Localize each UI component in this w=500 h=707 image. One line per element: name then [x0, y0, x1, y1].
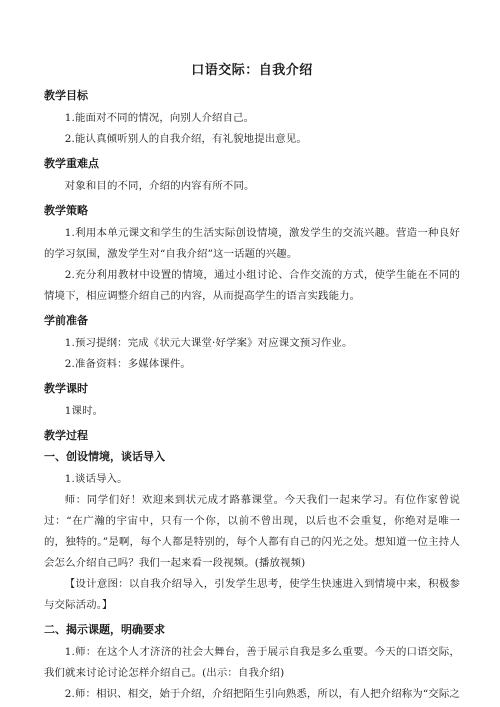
- section-teaching-strategy: [44, 203, 460, 307]
- section-teaching-goals: [44, 88, 460, 150]
- section-heading: 教学过程: [44, 429, 88, 442]
- section-class-hours: [44, 381, 460, 422]
- paragraph: 1.谈话导入。: [64, 473, 128, 485]
- section-heading: 教学重难点: [44, 157, 99, 170]
- paragraph: 2.准备资料：多媒体课件。: [64, 358, 191, 370]
- section-intro-situation: [44, 449, 460, 616]
- section-key-difficulties: [44, 156, 460, 197]
- section-heading: 教学课时: [44, 382, 88, 395]
- section-teaching-process: [44, 428, 460, 443]
- section-heading: 教学策略: [44, 204, 88, 217]
- paragraph: 师：同学们好！欢迎来到状元成才路慕课堂。今天我们一起来学习。有位作家曾说过：“在广瀚的宇宙中，只有一个你，以前不曾出现，以后也不会重复，你绝对是唯一的，独特的。”是啊，每个人都是特别的，每个人都有自己的闪光之处。想知道一位主持人会怎么介绍自己吗？我们一起来看一段视频。(播放视频): [44, 494, 460, 569]
- design-intent-note: 【设计意图：以自我介绍导入，引发学生思考，使学生快速进入到情境中来，积极参与交际活动。】: [44, 578, 460, 611]
- paragraph: 对象和目的不同，介绍的内容有所不同。: [64, 180, 255, 192]
- section-heading: 一、创设情境，谈话导入: [44, 450, 165, 463]
- section-heading: 学前准备: [44, 314, 88, 327]
- paragraph: 2.师：相识、相交，始于介绍，介绍把陌生引向熟悉，所以，有人把介绍称为“交际之: [64, 688, 460, 700]
- paragraph: 1课时。: [64, 405, 104, 417]
- paragraph: 2.充分利用教材中设置的情境，通过小组讨论、合作交流的方式，使学生能在不同的情境下，相应调整介绍自己的内容，从而提高学生的语言实践能力。: [44, 269, 460, 302]
- document-title: 口语交际：自我介绍: [191, 63, 313, 78]
- section-reveal-topic: [44, 622, 460, 705]
- paragraph: 1.预习提纲：完成《状元大课堂·好学案》对应课文预习作业。: [64, 337, 353, 349]
- paragraph: 1.师：在这个人才济济的社会大舞台，善于展示自我是多么重要。今天的口语交际，我们就来讨论讨论怎样介绍自己。(出示：自我介绍): [44, 646, 460, 679]
- paragraph: 1.能面对不同的情况，向别人介绍自己。: [64, 112, 255, 124]
- paragraph: 1.利用本单元课文和学生的生活实际创设情境，激发学生的交流兴趣。营造一种良好的学习氛围，激发学生对“自我介绍”这一话题的兴趣。: [44, 227, 460, 260]
- section-preparation: [44, 313, 460, 375]
- section-heading: 二、揭示课题，明确要求: [44, 623, 165, 636]
- paragraph: 2.能认真倾听别人的自我介绍，有礼貌地提出意见。: [64, 133, 307, 145]
- section-heading: 教学目标: [44, 89, 88, 102]
